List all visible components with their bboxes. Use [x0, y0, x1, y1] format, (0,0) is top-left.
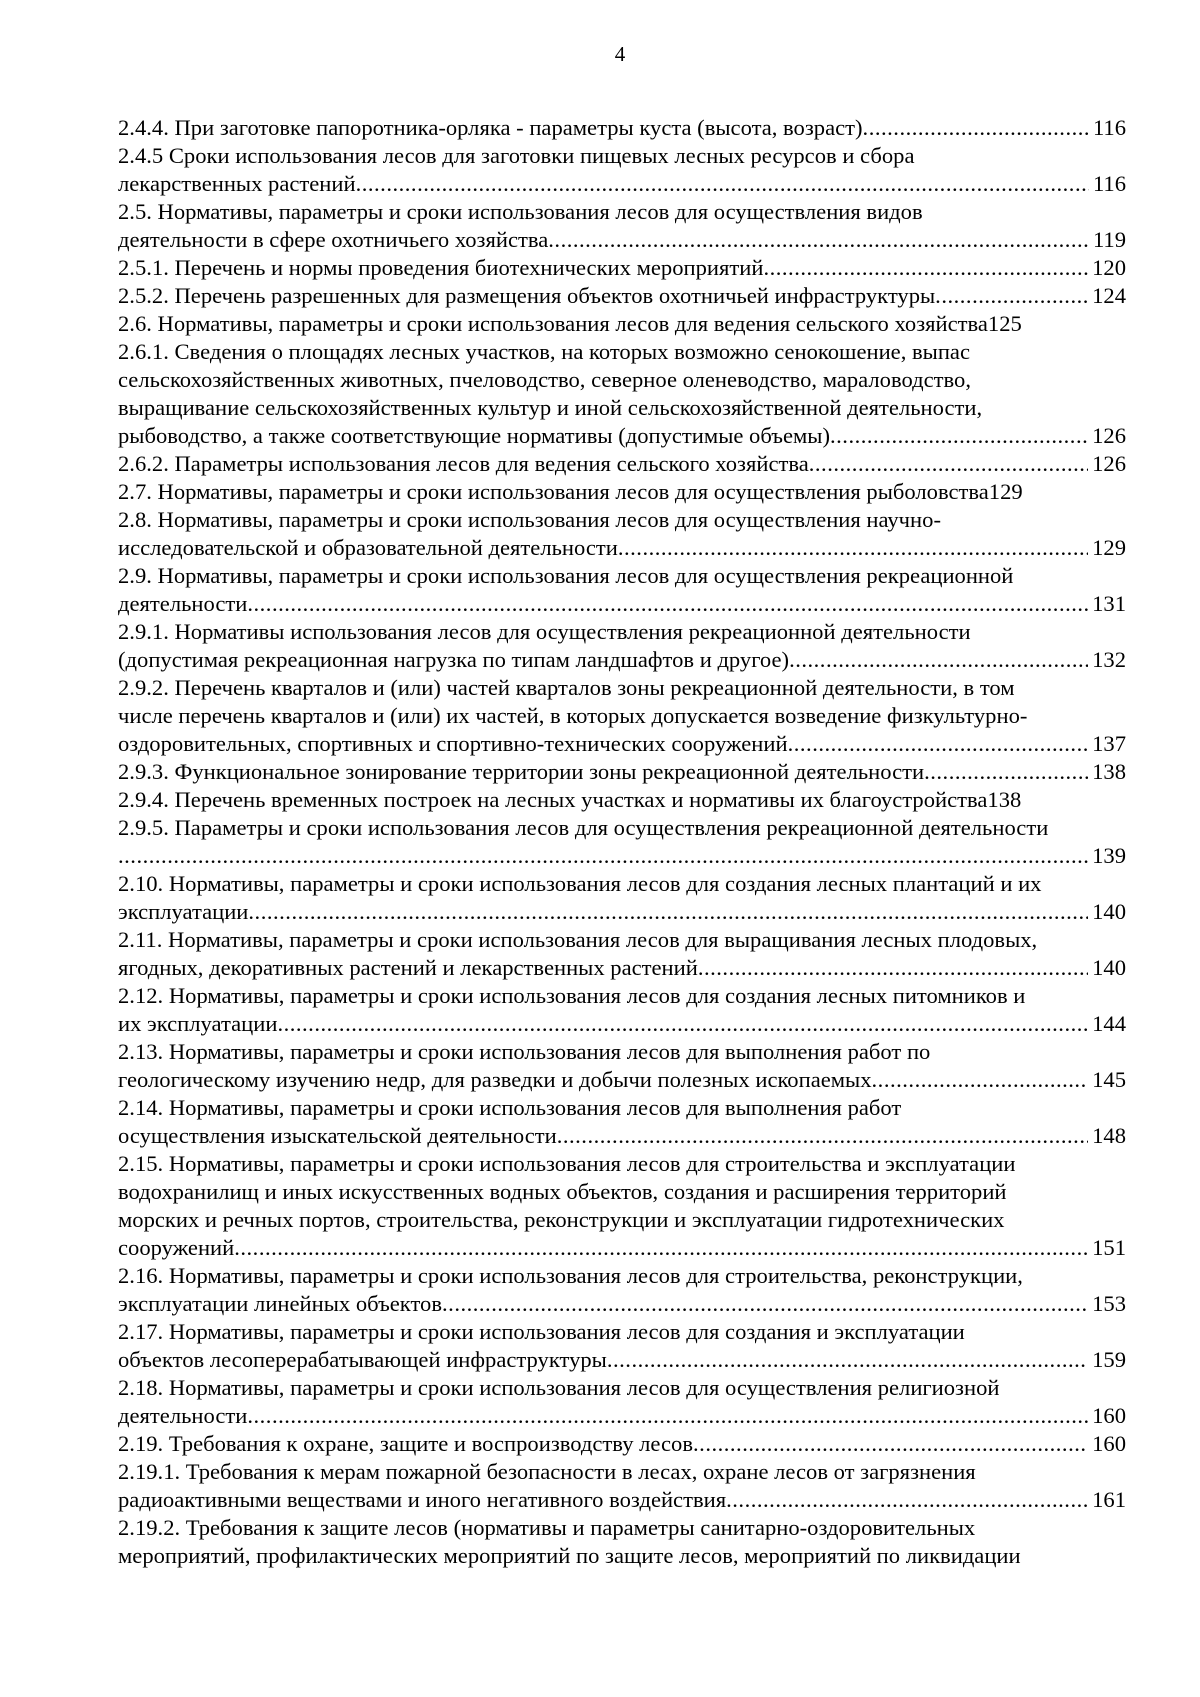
dot-leader [442, 1290, 1088, 1318]
toc-entry[interactable] [118, 1318, 1126, 1374]
toc-entry-line: 2.9. Нормативы, параметры и сроки использования лесов для осуществления рекреационной [118, 563, 1014, 588]
dot-leader [557, 1122, 1088, 1150]
toc-entry[interactable] [118, 982, 1126, 1038]
toc-entry-last-line [118, 590, 1126, 618]
toc-entry-page-number: 129 [1092, 535, 1126, 560]
toc-entry-title: лекарственных растений [118, 171, 356, 196]
toc-entry-line: 2.8. Нормативы, параметры и сроки использования лесов для осуществления научно- [118, 507, 941, 532]
toc-entry[interactable] [118, 1458, 1126, 1514]
toc-entry[interactable] [118, 926, 1126, 982]
dot-leader [830, 422, 1088, 450]
toc-entry-title: 2.4.4. При заготовке папоротника-орляка - параметры куста (высота, возраст) [118, 115, 863, 140]
toc-entry[interactable] [118, 310, 1126, 338]
toc-entry-line: мероприятий, профилактических мероприятий по защите лесов, мероприятий по ликвидации [118, 1543, 1021, 1568]
toc-entry[interactable] [118, 450, 1126, 478]
toc-entry[interactable] [118, 198, 1126, 254]
toc-entry-page-number: 160 [1092, 1431, 1126, 1456]
toc-entry-last-line [118, 310, 1126, 338]
toc-entry-line: 2.11. Нормативы, параметры и сроки использования лесов для выращивания лесных плодовых, [118, 927, 1038, 952]
toc-entry-page-number: 125 [987, 311, 1022, 336]
dot-leader [247, 1402, 1088, 1430]
toc-entry-line: 2.13. Нормативы, параметры и сроки использования лесов для выполнения работ по [118, 1039, 931, 1064]
toc-entry-line: 2.5. Нормативы, параметры и сроки использования лесов для осуществления видов [118, 199, 923, 224]
toc-entry-page-number: 159 [1092, 1347, 1126, 1372]
toc-entry-title: исследовательской и образовательной деятельности [118, 535, 618, 560]
toc-entry[interactable] [118, 562, 1126, 618]
table-of-contents [118, 114, 1126, 1570]
toc-entry-last-line [118, 758, 1126, 786]
toc-entry-page-number: 119 [1092, 227, 1126, 252]
toc-entry-title: 2.9.4. Перечень временных построек на лесных участках и нормативы их благоустройства [118, 787, 988, 812]
toc-entry-last-line [118, 450, 1126, 478]
dot-leader [607, 1346, 1088, 1374]
toc-entry-line: водохранилищ и иных искусственных водных объектов, создания и расширения территорий [118, 1179, 1007, 1204]
toc-entry-last-line [118, 646, 1126, 674]
toc-entry-title: их эксплуатации [118, 1011, 278, 1036]
dot-leader [872, 1066, 1089, 1094]
toc-entry-page-number: 139 [1092, 843, 1126, 868]
toc-entry-last-line [118, 1402, 1126, 1430]
toc-entry-title: 2.5.2. Перечень разрешенных для размещения объектов охотничьей инфраструктуры [118, 283, 936, 308]
toc-entry-last-line [118, 478, 1126, 506]
toc-entry-page-number: 137 [1092, 731, 1126, 756]
toc-entry-page-number: 161 [1092, 1487, 1126, 1512]
toc-entry-last-line [118, 1486, 1126, 1514]
toc-entry-last-line [118, 1066, 1126, 1094]
toc-entry-title: ягодных, декоративных растений и лекарственных растений [118, 955, 698, 980]
toc-entry-title: 2.9.3. Функциональное зонирование территории зоны рекреационной деятельности [118, 759, 925, 784]
toc-entry-page-number: 124 [1092, 283, 1126, 308]
dot-leader [698, 954, 1088, 982]
toc-entry[interactable] [118, 674, 1126, 758]
dot-leader [234, 1234, 1088, 1262]
toc-entry[interactable] [118, 1514, 1126, 1570]
toc-entry-page-number: 120 [1092, 255, 1126, 280]
toc-entry-title: эксплуатации [118, 899, 249, 924]
toc-entry-page-number: 153 [1092, 1291, 1126, 1316]
toc-entry-title: 2.5.1. Перечень и нормы проведения биотехнических мероприятий [118, 255, 764, 280]
toc-entry-page-number: 116 [1092, 115, 1126, 140]
toc-entry[interactable] [118, 142, 1126, 198]
toc-entry[interactable] [118, 506, 1126, 562]
toc-entry-last-line [118, 254, 1126, 282]
toc-entry-title: 2.19. Требования к охране, защите и воспроизводству лесов [118, 1431, 694, 1456]
toc-entry-last-line [118, 898, 1126, 926]
dot-leader [248, 898, 1088, 926]
dot-leader [924, 758, 1088, 786]
toc-entry-line: сельскохозяйственных животных, пчеловодство, северное оленеводство, мараловодство, [118, 367, 971, 392]
toc-entry-title: 2.7. Нормативы, параметры и сроки использования лесов для осуществления рыболовства [118, 479, 989, 504]
toc-entry-line: 2.4.5 Сроки использования лесов для заготовки пищевых лесных ресурсов и сбора [118, 143, 915, 168]
toc-entry-line: морских и речных портов, строительства, реконструкции и эксплуатации гидротехнических [118, 1207, 1005, 1232]
toc-entry-page-number: 132 [1092, 647, 1126, 672]
toc-entry-line: 2.14. Нормативы, параметры и сроки использования лесов для выполнения работ [118, 1095, 902, 1120]
toc-entry-line: 2.15. Нормативы, параметры и сроки использования лесов для строительства и эксплуатации [118, 1151, 1016, 1176]
toc-entry-line: 2.9.1. Нормативы использования лесов для осуществления рекреационной деятельности [118, 619, 971, 644]
toc-entry-line: выращивание сельскохозяйственных культур и иной сельскохозяйственной деятельности, [118, 395, 983, 420]
toc-entry-last-line [118, 114, 1126, 142]
toc-entry-last-line [118, 1234, 1126, 1262]
toc-entry-line: 2.16. Нормативы, параметры и сроки использования лесов для строительства, реконструкции, [118, 1263, 1023, 1288]
toc-entry-last-line [118, 226, 1126, 254]
toc-entry[interactable] [118, 1150, 1126, 1262]
toc-entry[interactable] [118, 618, 1126, 674]
toc-entry-last-line [118, 842, 1126, 870]
toc-entry-last-line [118, 954, 1126, 982]
toc-entry[interactable] [118, 1094, 1126, 1150]
dot-leader [618, 534, 1088, 562]
toc-entry-page-number: 126 [1092, 451, 1126, 476]
dot-leader [789, 646, 1088, 674]
toc-entry[interactable] [118, 786, 1126, 814]
dot-leader [356, 170, 1089, 198]
toc-entry-title: геологическому изучению недр, для разведки и добычи полезных ископаемых [118, 1067, 872, 1092]
toc-entry[interactable] [118, 1262, 1126, 1318]
toc-entry-line: 2.10. Нормативы, параметры и сроки использования лесов для создания лесных плантаций и их [118, 871, 1042, 896]
toc-entry-page-number: 148 [1092, 1123, 1126, 1148]
toc-entry-last-line [118, 170, 1126, 198]
toc-entry-title: осуществления изыскательской деятельности [118, 1123, 557, 1148]
toc-entry-last-line [118, 422, 1126, 450]
toc-entry[interactable] [118, 478, 1126, 506]
toc-entry-last-line [118, 282, 1126, 310]
toc-entry-page-number: 131 [1092, 591, 1126, 616]
toc-entry[interactable] [118, 870, 1126, 926]
toc-entry-title: сооружений [118, 1235, 235, 1260]
dot-leader [763, 254, 1088, 282]
dot-leader [863, 114, 1089, 142]
toc-entry-last-line [118, 1290, 1126, 1318]
toc-entry-last-line [118, 1122, 1126, 1150]
toc-entry-line: 2.9.2. Перечень кварталов и (или) частей кварталов зоны рекреационной деятельности, в том [118, 675, 1015, 700]
toc-entry-line: 2.9.5. Параметры и сроки использования лесов для осуществления рекреационной деятельности [118, 815, 1049, 840]
dot-leader [277, 1010, 1088, 1038]
dot-leader [935, 282, 1088, 310]
dot-leader [788, 730, 1089, 758]
toc-entry-page-number: 140 [1092, 899, 1126, 924]
toc-entry-last-line [118, 1346, 1126, 1374]
toc-entry-line: 2.12. Нормативы, параметры и сроки использования лесов для создания лесных питомников и [118, 983, 1026, 1008]
toc-entry-line: 2.18. Нормативы, параметры и сроки использования лесов для осуществления религиозной [118, 1375, 1000, 1400]
toc-entry-page-number: 144 [1092, 1011, 1126, 1036]
toc-entry-title: деятельности [118, 1403, 248, 1428]
toc-entry-last-line [118, 534, 1126, 562]
toc-entry[interactable] [118, 1374, 1126, 1430]
toc-entry-page-number: 160 [1092, 1403, 1126, 1428]
toc-entry-title: эксплуатации линейных объектов [118, 1291, 443, 1316]
toc-entry-page-number: 145 [1092, 1067, 1126, 1092]
toc-entry-line: 2.19.2. Требования к защите лесов (нормативы и параметры санитарно-оздоровительных [118, 1515, 976, 1540]
toc-entry-page-number: 138 [987, 787, 1022, 812]
toc-entry-line: числе перечень кварталов и (или) их частей, в которых допускается возведение физкультурно- [118, 703, 1028, 728]
toc-entry[interactable] [118, 254, 1126, 282]
dot-leader [548, 226, 1089, 254]
dot-leader [118, 842, 1088, 870]
toc-entry-page-number: 126 [1092, 423, 1126, 448]
toc-entry-last-line [118, 1430, 1126, 1458]
toc-entry-page-number: 140 [1092, 955, 1126, 980]
toc-entry-page-number: 129 [988, 479, 1023, 504]
toc-entry[interactable] [118, 282, 1126, 310]
toc-entry-title: оздоровительных, спортивных и спортивно-технических сооружений [118, 731, 788, 756]
toc-entry[interactable] [118, 114, 1126, 142]
toc-entry-last-line [118, 786, 1126, 814]
toc-entry-title: деятельности в сфере охотничьего хозяйства [118, 227, 549, 252]
toc-entry-title: радиоактивными веществами и иного негативного воздействия [118, 1487, 727, 1512]
toc-entry-title: 2.6. Нормативы, параметры и сроки использования лесов для ведения сельского хозяйства [118, 311, 988, 336]
toc-entry[interactable] [118, 758, 1126, 786]
toc-entry-page-number: 116 [1092, 171, 1126, 196]
dot-leader [809, 450, 1088, 478]
toc-entry-title: рыбоводство, а также соответствующие нормативы (допустимые объемы) [118, 423, 830, 448]
toc-entry-page-number: 151 [1092, 1235, 1126, 1260]
toc-entry-title: объектов лесоперерабатывающей инфраструктуры [118, 1347, 607, 1372]
dot-leader [247, 590, 1088, 618]
toc-entry-page-number: 138 [1092, 759, 1126, 784]
toc-entry-line: 2.17. Нормативы, параметры и сроки использования лесов для создания и эксплуатации [118, 1319, 965, 1344]
toc-entry[interactable] [118, 814, 1126, 870]
toc-entry-title: 2.6.2. Параметры использования лесов для ведения сельского хозяйства [118, 451, 809, 476]
dot-leader [693, 1430, 1088, 1458]
toc-entry-line: 2.6.1. Сведения о площадях лесных участков, на которых возможно сенокошение, выпас [118, 339, 970, 364]
toc-entry-title: (допустимая рекреационная нагрузка по типам ландшафтов и другое) [118, 647, 790, 672]
toc-entry[interactable] [118, 1430, 1126, 1458]
toc-entry-last-line [118, 730, 1126, 758]
page-number: 4 [614, 42, 626, 66]
toc-entry-line: 2.19.1. Требования к мерам пожарной безопасности в лесах, охране лесов от загрязнения [118, 1459, 976, 1484]
toc-entry[interactable] [118, 1038, 1126, 1094]
toc-entry[interactable] [118, 338, 1126, 450]
toc-entry-title: деятельности [118, 591, 248, 616]
dot-leader [726, 1486, 1088, 1514]
toc-entry-last-line [118, 1010, 1126, 1038]
